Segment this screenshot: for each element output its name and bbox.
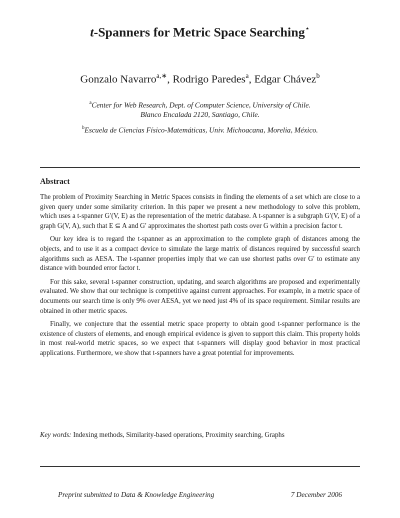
keywords-text: Indexing methods, Similarity-based operations, Proximity searching, Graphs [73,432,285,439]
title-footnote-mark: ⋆ [304,24,310,33]
title-prefix: t [90,24,94,40]
footer-journal: Preprint submitted to Data & Knowledge Engineering [58,491,215,499]
affiliation-b [50,124,350,135]
keywords-label: Key words: [40,432,72,439]
author-affil-mark: a [245,72,249,80]
affiliation-line: Center for Web Research, Dept. of Computer Science, University of Chile. [91,100,311,110]
affiliation-a [50,99,350,120]
abstract-paragraph: Our key idea is to regard the t-spanner as an approximation to the complete graph of distances among the objects, and to use it as a compact device to simulate the large matrix of distances required by successful search algorithms such as AESA. The t-spanner properties imply that we can use shortest paths over G′ to estimate any distance with bounded error factor t. [40,236,360,273]
title-text: -Spanners for Metric Space Searching [93,24,305,40]
author-name: Gonzalo Navarro [80,73,157,86]
affiliation-mark: b [81,126,85,131]
abstract-heading: Abstract [40,177,70,186]
affiliation-line: Escuela de Ciencias Físico-Matemáticas, Univ. Michoacana, Morelia, México. [84,125,319,135]
abstract-body [40,193,360,363]
author-affil-mark: b [316,72,320,80]
abstract-paragraph: The problem of Proximity Searching in Metric Spaces consists in finding the elements of a set which are close to a given query under some similarity criterion. In this paper we present a new methodology to solve this problem, which uses a t-spanner G′(V, E) as the representation of the metric database. A t-spanner is a subgraph G′(V, E) of a graph G(V, A), such that E ⊆ A and G′ approximates the shortest path costs over G within a precision factor t. [40,194,360,230]
footer-date: 7 December 2006 [290,491,342,499]
affiliation-line: Blanco Encalada 2120, Santiago, Chile. [140,110,260,120]
keywords [40,431,360,441]
paper-title [0,24,400,40]
abstract-top-rule [40,167,360,168]
footer [58,491,342,499]
author-name: Rodrigo Paredes [172,73,246,86]
affiliation-mark: a [89,101,92,106]
abstract-bottom-rule [40,466,360,467]
abstract-paragraph: Finally, we conjecture that the essential metric space property to obtain good t-spanner performance is the existence of clusters of elements, and enough empirical evidence is given to support this claim. This property holds in most real-world metric spaces, so we expect that t-spanners will display good behavior in most practical applications. Furthermore, we show that t-spanners have a great potential for improvements. [40,321,360,357]
author-list: Gonzalo Navarro$^{a,∗}$, Rodrigo Paredes$^a$, Edgar Chávez$^b$ [80,72,320,86]
author-name: Edgar Chávez [254,73,317,86]
abstract-paragraph: For this sake, several t-spanner construction, updating, and search algorithms are proposed and experimentally evaluated. We show that our technique is competitive against current approaches. For example, in a metric space of documents our search time is only 9% over AESA, yet we need just 4% of its space requirement. Similar results are obtained in other metric spaces. [40,278,360,315]
author-affil-mark: a,∗ [156,72,168,80]
